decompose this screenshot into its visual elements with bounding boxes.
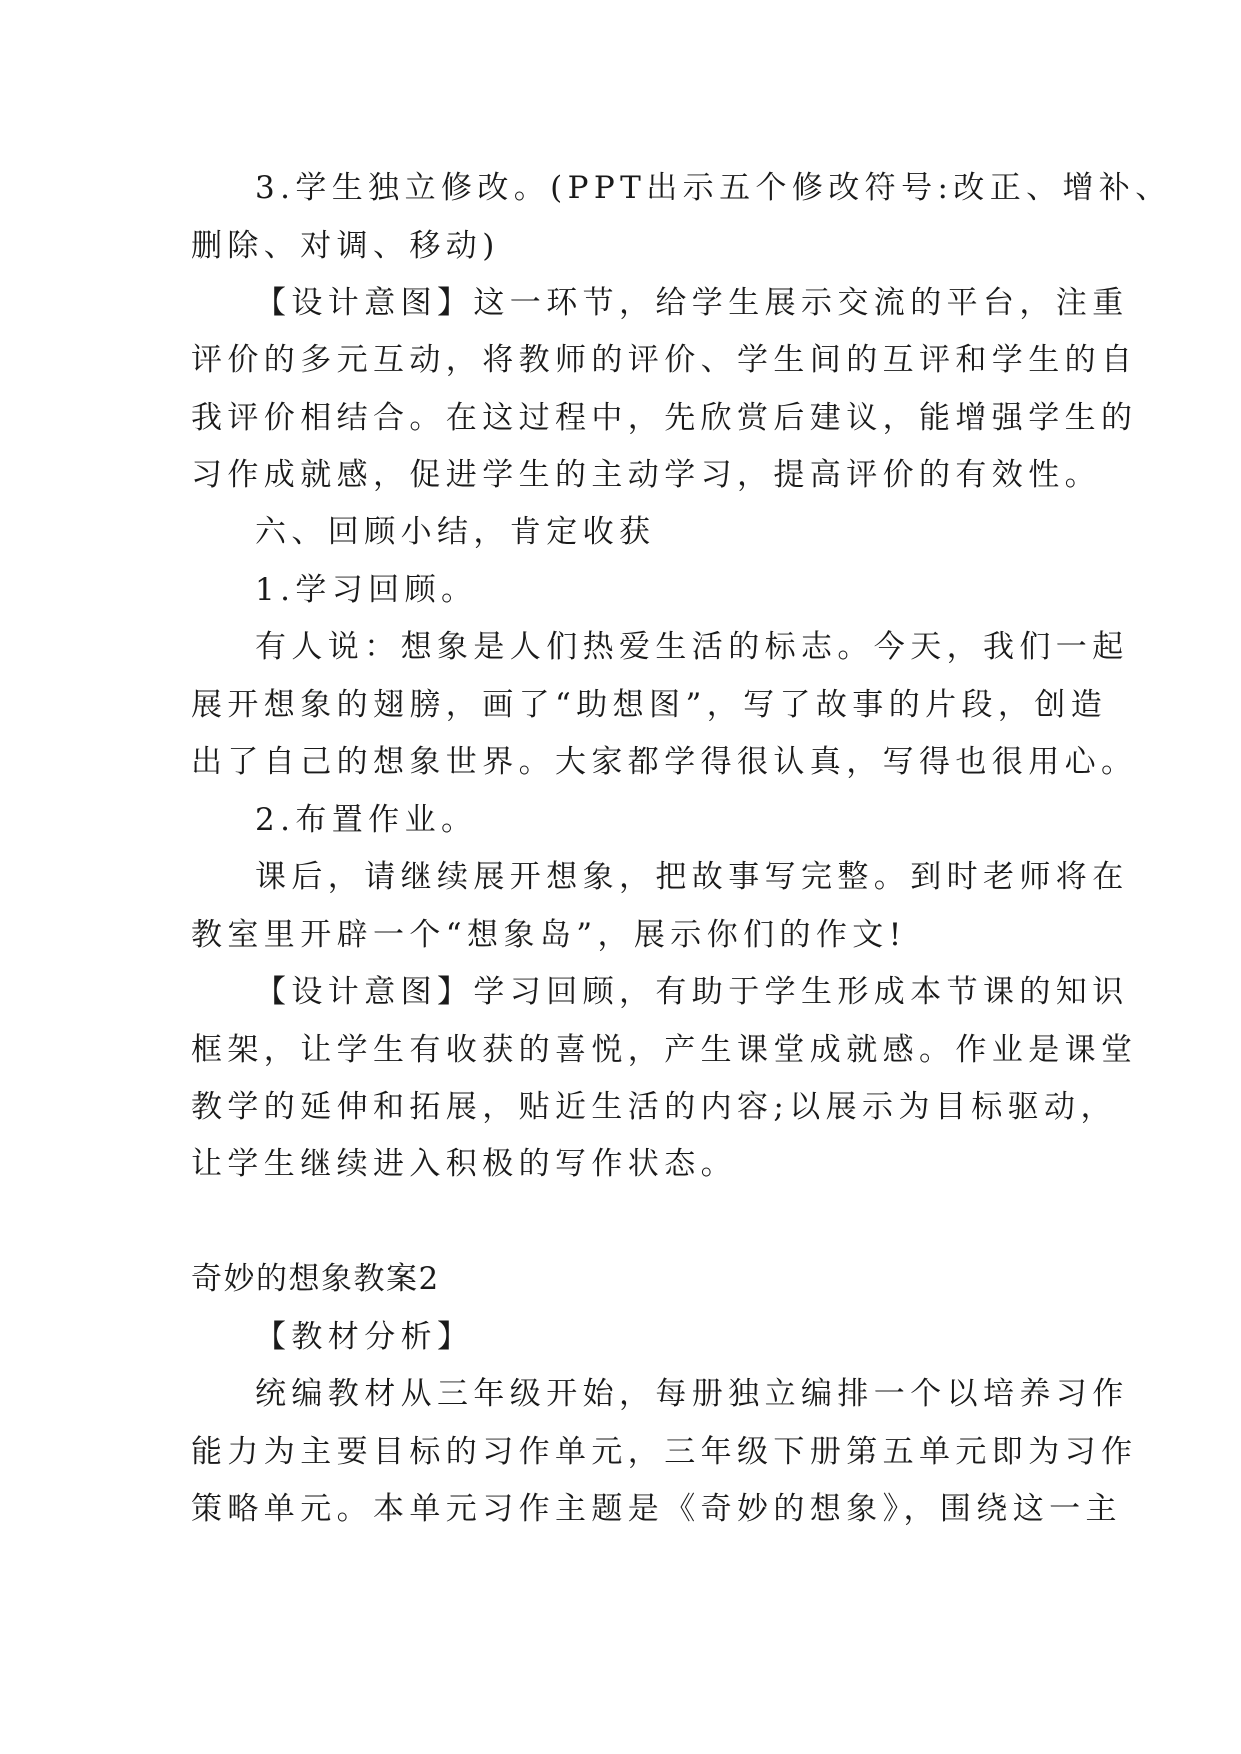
subheading: 1.学习回顾。 bbox=[255, 572, 478, 608]
paragraph-line: 习作成就感，促进学生的主动学习，提高评价的有效性。 bbox=[191, 457, 1101, 493]
subheading: 2.布置作业。 bbox=[255, 802, 478, 838]
paragraph-line: 能力为主要目标的习作单元，三年级下册第五单元即为习作 bbox=[191, 1434, 1138, 1470]
paragraph-line: 教室里开辟一个“想象岛”，展示你们的作文! bbox=[191, 917, 907, 953]
design-intent-line: 【设计意图】这一环节，给学生展示交流的平台，注重 bbox=[255, 285, 1129, 321]
paragraph-line: 3.学生独立修改。(PPT出示五个修改符号:改正、增补、 bbox=[255, 170, 1172, 206]
paragraph-line: 有人说：想象是人们热爱生活的标志。今天，我们一起 bbox=[255, 629, 1129, 665]
design-intent-line: 【设计意图】学习回顾，有助于学生形成本节课的知识 bbox=[255, 974, 1129, 1010]
paragraph-line: 教学的延伸和拓展，贴近生活的内容;以展示为目标驱动， bbox=[191, 1089, 1117, 1125]
paragraph-line: 删除、对调、移动) bbox=[191, 228, 500, 264]
paragraph-line: 课后，请继续展开想象，把故事写完整。到时老师将在 bbox=[255, 859, 1129, 895]
section-heading: 【教材分析】 bbox=[255, 1319, 474, 1355]
paragraph-line: 策略单元。本单元习作主题是《奇妙的想象》，围绕这一主 bbox=[191, 1491, 1122, 1527]
paragraph-line: 框架，让学生有收获的喜悦，产生课堂成就感。作业是课堂 bbox=[191, 1032, 1138, 1068]
section-heading: 六、回顾小结，肯定收获 bbox=[255, 514, 656, 550]
paragraph-line: 让学生继续进入积极的写作状态。 bbox=[191, 1146, 737, 1182]
paragraph-line: 我评价相结合。在这过程中，先欣赏后建议，能增强学生的 bbox=[191, 400, 1138, 436]
paragraph-line: 出了自己的想象世界。大家都学得很认真，写得也很用心。 bbox=[191, 744, 1138, 780]
paragraph-line: 评价的多元互动，将教师的评价、学生间的互评和学生的自 bbox=[191, 342, 1138, 378]
paragraph-line: 展开想象的翅膀，画了“助想图”，写了故事的片段，创造 bbox=[191, 687, 1108, 723]
paragraph-line: 统编教材从三年级开始，每册独立编排一个以培养习作 bbox=[255, 1376, 1129, 1412]
document-title: 奇妙的想象教案2 bbox=[191, 1261, 440, 1297]
